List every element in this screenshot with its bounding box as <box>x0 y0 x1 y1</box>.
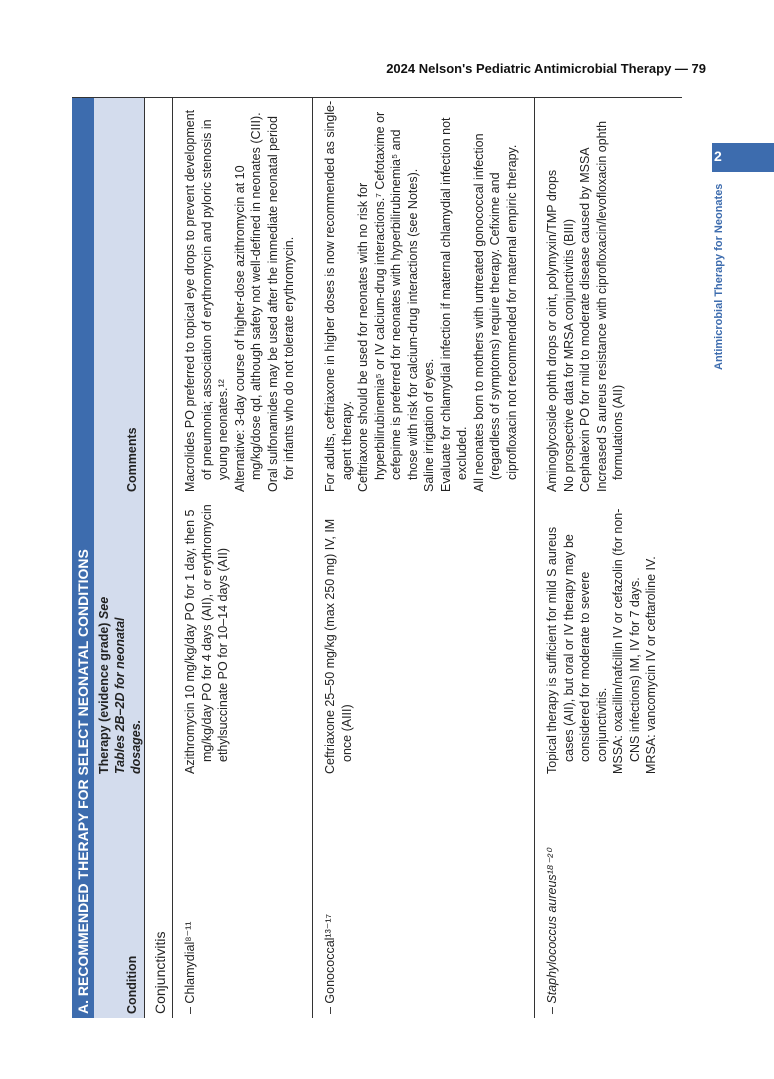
row-condition: – Chlamydial⁸⁻¹¹ <box>183 921 197 1014</box>
row-comments <box>544 100 627 492</box>
row-condition: – Staphylococcus aureus¹⁸⁻²⁰ <box>545 848 559 1014</box>
therapy-header-italic: See Tables 2B–2D for neonatal dosages. <box>97 596 143 774</box>
comment-line: No prospective data for MRSA conjunctivitis (BIII) <box>561 218 576 492</box>
comment-line: Increased S aureus resistance with ciprofloxacin/levofloxacin ophth formulations (AII) <box>594 120 625 492</box>
comment-line: All neonates born to mothers with untreated gonococcal infection (regardless of symptoms) require therapy. Cefixime and ciprofloxacin not recommended for maternal empiric therapy. <box>471 133 519 492</box>
column-header-therapy <box>96 574 144 774</box>
therapy-header-bold: Therapy (evidence grade) <box>97 622 111 774</box>
row-divider <box>312 98 313 1018</box>
row-therapy: Ceftriaxone 25–50 mg/kg (max 250 mg) IV, IM once (AIII) <box>323 518 354 774</box>
therapy-line: Topical therapy is sufficient for mild S aureus cases (AII), but oral or IV therapy may be considered for moderate to severe conjunctivitis. <box>545 526 609 774</box>
table-header-row <box>94 98 145 1018</box>
comment-line: Alternative: 3-day course of higher-dose azithromycin at 10 mg/kg/dose qd, although safety not well-defined in neonates (CIII). <box>232 112 263 492</box>
row-comments <box>322 100 520 492</box>
row-comments <box>182 100 298 492</box>
comment-line: For adults, ceftriaxone in higher doses is now recommended as single-agent therapy. <box>323 100 354 492</box>
comment-line: Macrolides PO preferred to topical eye drops to prevent development of pneumonia; association of erythromycin and pyloric stenosis in young neonates.¹² <box>183 109 230 492</box>
row-therapy <box>544 506 660 774</box>
table-banner: A. RECOMMENDED THERAPY FOR SELECT NEONATAL CONDITIONS <box>72 98 94 1018</box>
row-divider <box>534 98 535 1018</box>
comment-line: Saline irrigation of eyes. <box>422 358 436 492</box>
section-heading: Conjunctivitis <box>152 931 168 1014</box>
column-header-condition: Condition <box>125 955 139 1014</box>
running-header: 2024 Nelson's Pediatric Antimicrobial Therapy — 79 <box>386 61 706 76</box>
comment-line: Evaluate for chlamydial infection if maternal chlamydial infection not excluded. <box>438 117 469 492</box>
therapy-line: MRSA: vancomycin IV or ceftaroline IV. <box>644 556 658 774</box>
comment-line: Oral sulfonamides may be used after the immediate neonatal period for infants who do not tolerate erythromycin. <box>265 116 296 492</box>
therapy-line: MSSA: oxacillin/nafcillin IV or cefazolin (for non-CNS infections) IM, IV for 7 days. <box>611 508 642 774</box>
neonatal-therapy-table <box>72 98 682 1018</box>
comment-line: Aminoglycoside ophth drops or oint, polymyxin/TMP drops <box>545 169 559 492</box>
comment-line: Cephalexin PO for mild to moderate disease caused by MSSA <box>578 147 592 492</box>
row-therapy: Azithromycin 10 mg/kg/day PO for 1 day, then 5 mg/kg/day PO for 4 days (AII), or erythromycin ethylsuccinate PO for 10–14 days (AII) <box>183 504 230 774</box>
chapter-side-label: Antimicrobial Therapy for Neonates <box>713 183 725 370</box>
chapter-tab-number: 2 <box>714 148 722 164</box>
comment-line: Ceftriaxone should be used for neonates with no risk for hyperbilirubinemia⁵ or IV calcium-drug interactions.⁷ Cefotaxime or cefepime is preferred for neonates with hyperbilirubinemia⁵ and those with risk for calcium-drug interactions (see Notes). <box>356 111 420 492</box>
row-divider <box>172 98 173 1018</box>
row-condition: – Gonococcal¹³⁻¹⁷ <box>323 913 337 1014</box>
column-header-comments: Comments <box>125 427 139 492</box>
